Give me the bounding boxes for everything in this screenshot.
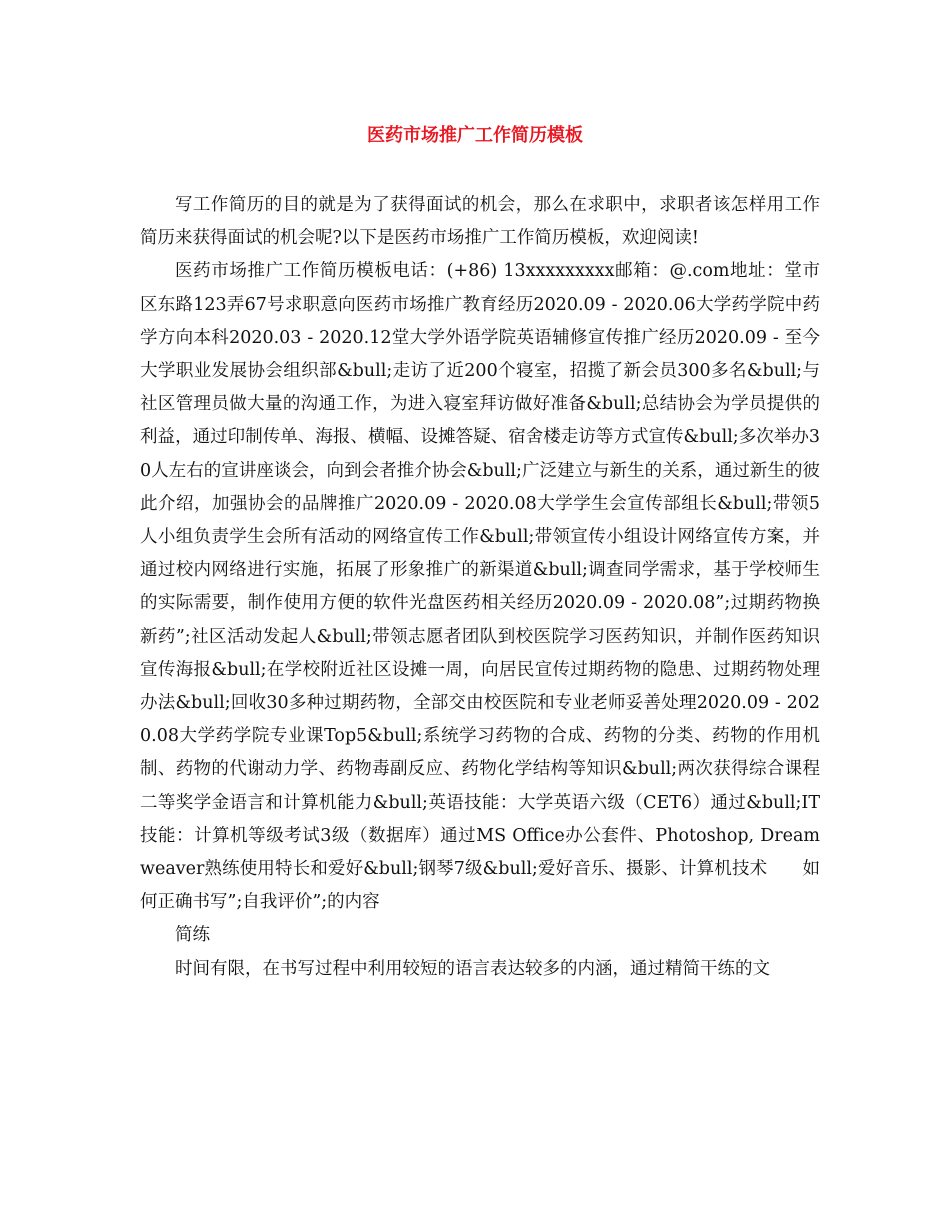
document-body [140,189,820,986]
paragraph-concise-body: 时间有限，在书写过程中利用较短的语言表达较多的内涵，通过精简干练的文 [175,958,770,979]
paragraph-heading-concise: 简练 [175,925,210,946]
document-title: 医药市场推广工作简历模板 [367,125,583,146]
paragraph-resume-content: 医药市场推广工作简历模板电话：(+86) 13xxxxxxxxx邮箱：@.com地址：堂市区东路123弄67号求职意向医药市场推广教育经历2020.09 - 2020.06大学药学院中药学方向本科2020.03 - 2020.12堂大学外语学院英语辅修宣传推广经历2020.09 - 至今大学职业发展协会组织部&bull;走访了近200个寝室，招揽了新会员300多名&bull;与社区管理员做大量的沟通工作，为进入寝室拜访做好准备&bull;总结协会为学员提供的利益，通过印制传单、海报、横幅、设摊答疑、宿舍楼走访等方式宣传&bull;多次举办30人左右的宣讲座谈会，向到会者推介协会&bull;广泛建立与新生的关系，通过新生的彼此介绍，加强协会的品牌推广2020.09 - 2020.08大学学生会宣传部组长&bull;带领5人小组负责学生会所有活动的网络宣传工作&bull;带领宣传小组设计网络宣传方案，并通过校内网络进行实施，拓展了形象推广的新渠道&bull;调查同学需求，基于学校师生的实际需要，制作使用方便的软件光盘医药相关经历2020.09 - 2020.08”;过期药物换新药”;社区活动发起人&bull;带领志愿者团队到校医院学习医药知识，并制作医药知识宣传海报&bull;在学校附近社区设摊一周，向居民宣传过期药物的隐患、过期药物处理办法&bull;回收30多种过期药物，全部交由校医院和专业老师妥善处理2020.09 - 2020.08大学药学院专业课Top5&bull;系统学习药物的合成、药物的分类、药物的作用机制、药物的代谢动力学、药物毒副反应、药物化学结构等知识&bull;两次获得综合课程二等奖学金语言和计算机能力&bull;英语技能：大学英语六级（CET6）通过&bull;IT技能：计算机等级考试3级（数据库）通过MS Office办公套件、Photoshop, Dreamweaver熟练使用特长和爱好&bull;钢琴7级&bull;爱好音乐、摄影、计算机技术 如何正确书写”;自我评价”;的内容 [140,261,820,913]
paragraph-intro: 写工作简历的目的就是为了获得面试的机会，那么在求职中，求职者该怎样用工作简历来获得面试的机会呢?以下是医药市场推广工作简历模板，欢迎阅读! [140,195,820,249]
